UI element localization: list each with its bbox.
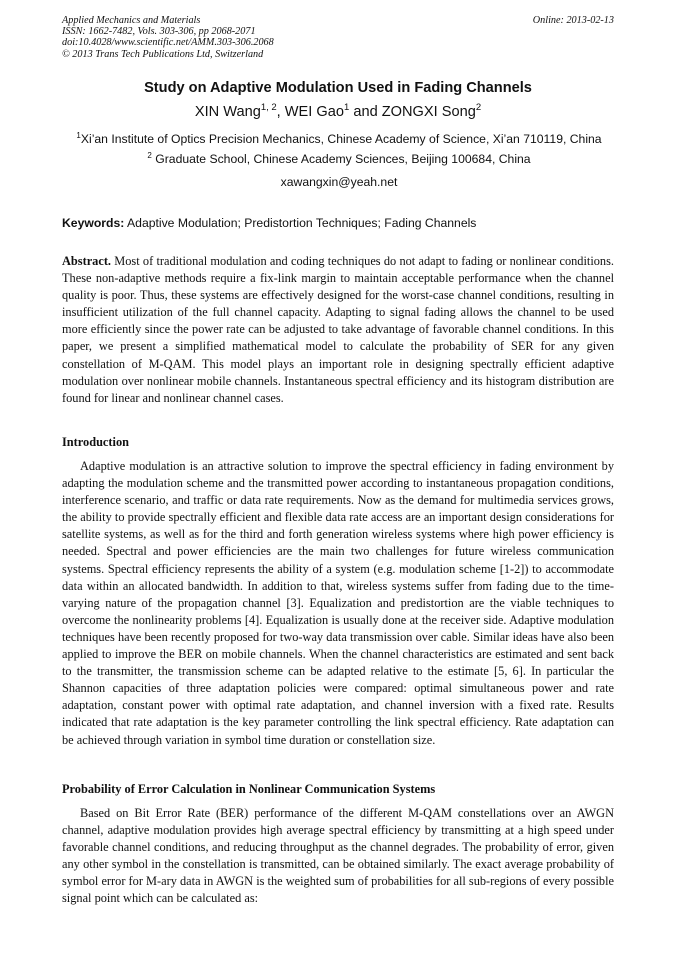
issn-line: ISSN: 1662-7482, Vols. 303-306, pp 2068-2071 xyxy=(62,26,256,38)
abstract-text: Most of traditional modulation and coding techniques do not adapt to fading or nonlinear conditions. These non-adaptive methods require a fix-link margin to maintain acceptable performance when the channel quality is poor. Thus, these systems are effectively designed for the worst-case channel conditions, resulting in insufficient utilization of the full channel capacity. Adapting to signal fading allows the channel to be used more efficiently since the power rate can be adjusted to take advantage of favorable channel conditions. In this paper, we present a simplified mathematical model to calculate the probability of SER for any given constellation of M-QAM. This model plays an important role in designing spectrally efficient adaptive modulation over nonlinear mobile channels. Instantaneous spectral efficiency and its histogram distribution are found for linear and nonlinear channel cases. xyxy=(62,254,614,405)
section-body-probability-of-error: Based on Bit Error Rate (BER) performance of the different M-QAM constellations over an AWGN channel, adaptive modulation provides high average spectral efficiency by transmitting at a high speed under favorable channel conditions, and reducing throughput as the channel degrades. The probability of error, given any other symbol in the constellation is transmitted, can be obtained similarly. The exact average probability of symbol error for M-ary data in AWGN is the weighted sum of probabilities for all sub-regions of every possible signal point which can be calculated as: xyxy=(62,806,614,906)
author-separator: and xyxy=(349,104,382,120)
affiliation-1 xyxy=(30,132,648,146)
paper-title: Study on Adaptive Modulation Used in Fading Channels xyxy=(144,80,532,96)
abstract-label: Abstract. xyxy=(62,254,112,268)
journal-name: Applied Mechanics and Materials xyxy=(62,15,201,26)
author-email[interactable]: xawangxin@yeah.net xyxy=(280,175,398,189)
doi-line[interactable]: doi:10.4028/www.scientific.net/AMM.303-306.2068 xyxy=(62,37,274,49)
journal-header xyxy=(62,15,614,60)
author-name: WEI Gao xyxy=(284,104,344,120)
affiliation-number: 2 xyxy=(147,151,152,160)
affiliation-text: Xi’an Institute of Optics Precision Mechanics, Chinese Academy of Science, Xi’an 710119, China xyxy=(80,132,602,146)
author-affiliation-mark: 1, 2 xyxy=(260,102,277,113)
author-affiliation-mark: 1 xyxy=(343,102,350,113)
author-name: ZONGXI Song xyxy=(381,104,476,120)
section-body-introduction: Adaptive modulation is an attractive solution to improve the spectral efficiency in fading environment by adapting the modulation scheme and the transmitted power according to instantaneous propagation conditions, interference scenario, and traffic or data rate requirements. Now as the demand for multimedia services grows, the ability to provide spectrally efficient and flexible data rate access are an important design considerations for satellite systems, as well as for the third and forth generation wireless systems where high power efficiency is needed. Spectral and power efficiencies are the main two challenges for future wireless communication systems. Spectral efficiency represents the ability of a system (e.g. modulation scheme [1-2]) to accommodate data within an allocated bandwidth. In addition to that, wireless systems suffer from fading due to the time-varying nature of the propagation channel [3]. Equalization and predistortion are the viable techniques to overcome the nonlinearity problems [4]. Equalization is usually done at the receiver side. Adaptive modulation techniques have been recently proposed for two-way data transmission over cable. Similar ideas have also been applied to improve the BER on mobile channels. When the channel characteristics are estimated and sent back to the transmitter, the transmission scheme can be adapted relative to the estimate [5, 6]. In particular the Shannon capacities of three adaptation policies were compared: optimal simultaneous power and rate adaptation, constant power with optimal rate adaptation, and channel inversion with a fixed rate. Results indicated that rate adaptation is the key parameter controlling the link spectral efficiency. Rate adaptation can be achieved through variation in symbol time duration or constellation size. xyxy=(62,459,614,747)
author-name: XIN Wang xyxy=(194,104,261,120)
affiliation-2 xyxy=(30,152,648,166)
affiliation-number: 1 xyxy=(76,131,81,140)
keywords xyxy=(62,216,614,230)
section-heading-introduction: Introduction xyxy=(62,435,129,449)
keywords-label: Keywords: xyxy=(62,216,125,230)
abstract xyxy=(62,253,614,407)
author-affiliation-mark: 2 xyxy=(475,102,482,113)
copyright-line: © 2013 Trans Tech Publications Ltd, Switzerland xyxy=(62,48,264,60)
keywords-text: Adaptive Modulation; Predistortion Techniques; Fading Channels xyxy=(127,216,477,230)
author-separator: , xyxy=(276,104,285,120)
section-heading-probability-of-error: Probability of Error Calculation in Nonlinear Communication Systems xyxy=(62,782,436,796)
author-list xyxy=(62,104,614,120)
online-date: Online: 2013-02-13 xyxy=(532,15,614,26)
affiliation-text: Graduate School, Chinese Academy Sciences, Beijing 100684, China xyxy=(155,152,531,166)
